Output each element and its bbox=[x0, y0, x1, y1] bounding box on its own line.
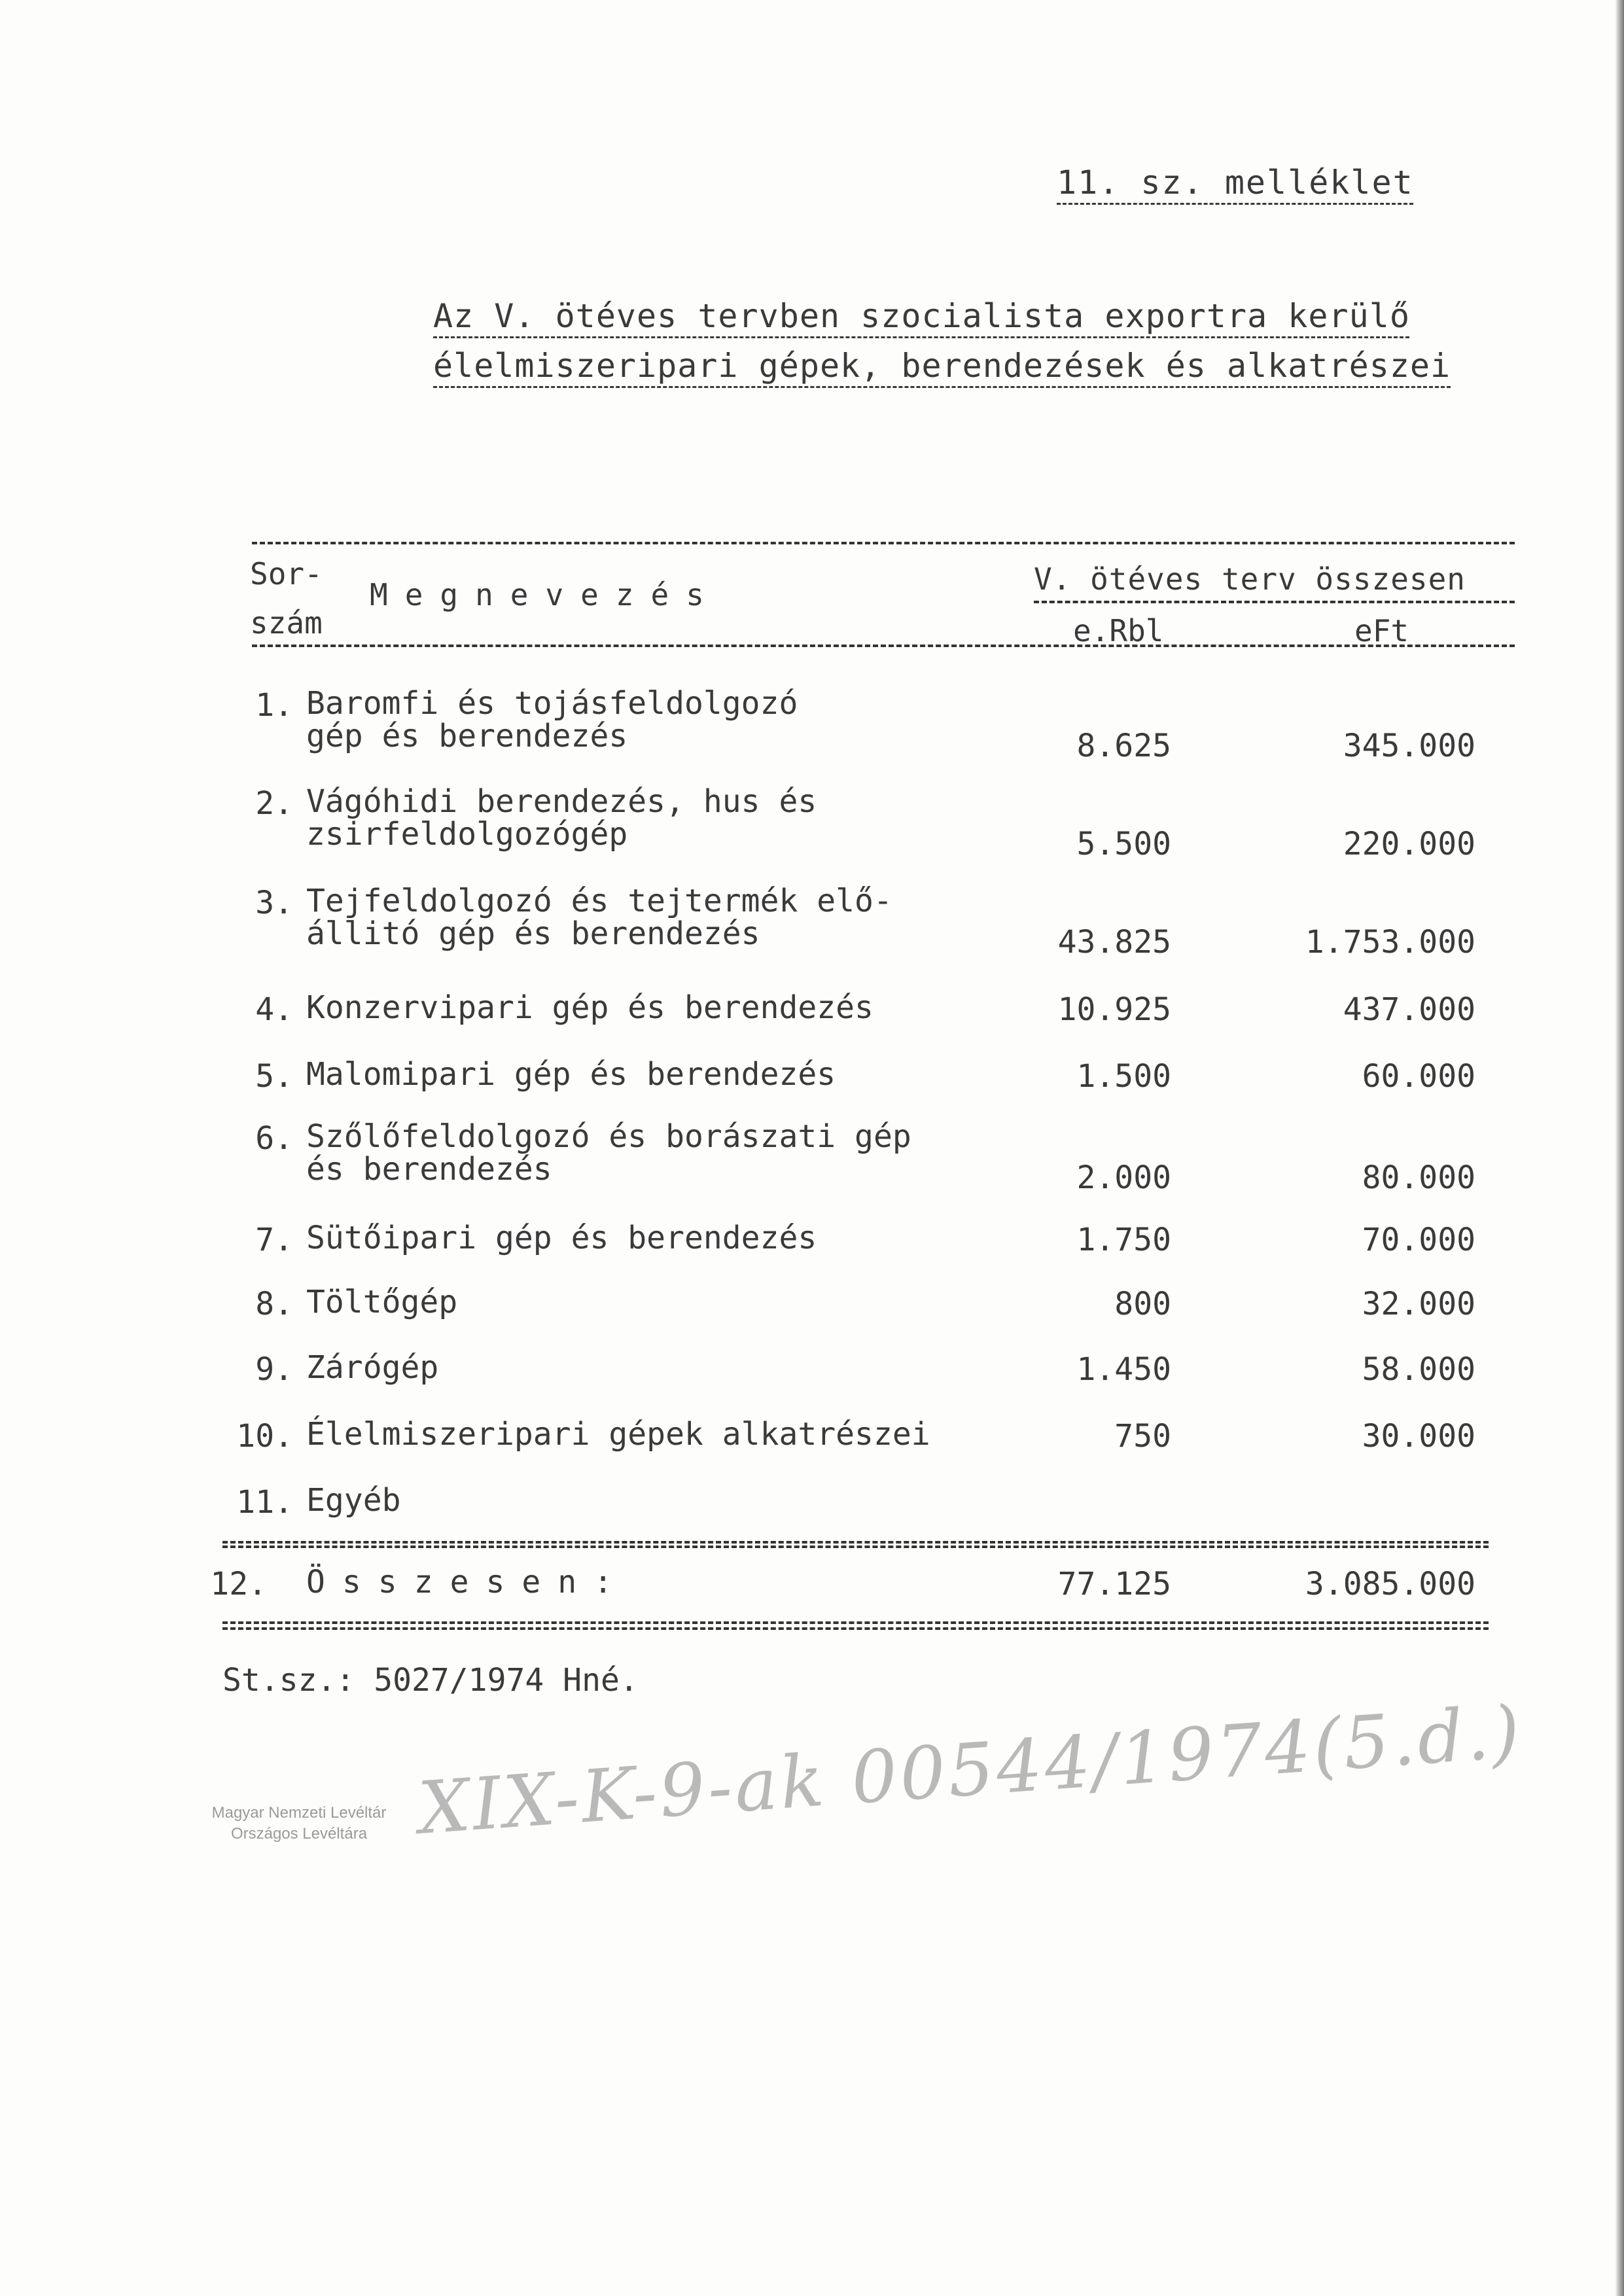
scan-edge bbox=[1615, 0, 1624, 2296]
plan-header-rule bbox=[1034, 601, 1515, 603]
row-rbl: 1.450 bbox=[1076, 1351, 1171, 1388]
row-rbl: 750 bbox=[1114, 1418, 1171, 1455]
row-rbl: 5.500 bbox=[1076, 826, 1171, 862]
row-name: Tejfeldolgozó és tejtermék elő- állitó gép és berendezés bbox=[306, 883, 892, 952]
document-title bbox=[433, 291, 1451, 391]
reference-number: St.sz.: 5027/1974 Hné. bbox=[222, 1662, 639, 1699]
title-line-1: Az V. ötéves tervben szocialista exportra kerülő bbox=[433, 297, 1410, 335]
row-name: Vágóhidi berendezés, hus és zsirfeldolgozógép bbox=[306, 783, 817, 853]
header-bottom-rule bbox=[252, 645, 1515, 647]
row-rbl: 1.750 bbox=[1076, 1222, 1171, 1258]
row-name: Egyéb bbox=[306, 1482, 401, 1519]
row-name: Töltőgép bbox=[306, 1284, 458, 1320]
row-number: 7. bbox=[255, 1222, 293, 1258]
annex-label: 11. sz. melléklet bbox=[1057, 164, 1414, 202]
row-number: 9. bbox=[255, 1351, 293, 1388]
archive-stamp bbox=[191, 1803, 407, 1845]
total-top-rule-2 bbox=[222, 1545, 1489, 1548]
row-number: 1. bbox=[255, 687, 293, 724]
row-number: 8. bbox=[255, 1286, 293, 1322]
header-eft: eFt bbox=[1354, 613, 1409, 648]
handwritten-archive-code: XIX-K-9-ak 00544/1974(5.d.) bbox=[415, 1689, 1525, 1850]
row-eft: 220.000 bbox=[1343, 826, 1475, 862]
row-name: Malomipari gép és berendezés bbox=[306, 1056, 836, 1093]
row-name: Szőlőfeldolgozó és borászati gép és berendezés bbox=[306, 1118, 911, 1188]
row-eft: 30.000 bbox=[1362, 1418, 1475, 1455]
row-eft: 70.000 bbox=[1362, 1222, 1475, 1258]
row-name: Zárógép bbox=[306, 1349, 439, 1386]
row-eft: 345.000 bbox=[1343, 728, 1475, 764]
row-number: 3. bbox=[255, 885, 293, 921]
row-number: 11. bbox=[236, 1484, 293, 1521]
stamp-line-1: Magyar Nemzeti Levéltár bbox=[211, 1804, 387, 1822]
total-eft: 3.085.000 bbox=[1305, 1566, 1475, 1602]
header-plan: V. ötéves terv összesen bbox=[1034, 561, 1466, 597]
header-rbl: e.Rbl bbox=[1073, 613, 1164, 648]
row-name: Baromfi és tojásfeldolgozó gép és berendezés bbox=[306, 685, 798, 754]
row-name: Élelmiszeripari gépek alkatrészei bbox=[306, 1416, 930, 1453]
row-number: 5. bbox=[255, 1058, 293, 1095]
row-eft: 80.000 bbox=[1362, 1159, 1475, 1196]
title-line-2: élelmiszeripari gépek, berendezések és alkatrészei bbox=[433, 347, 1451, 385]
row-name: Konzervipari gép és berendezés bbox=[306, 989, 874, 1026]
row-number: 6. bbox=[255, 1120, 293, 1157]
row-eft: 60.000 bbox=[1362, 1058, 1475, 1095]
row-number: 10. bbox=[236, 1418, 293, 1455]
header-megnevezes: Megnevezés bbox=[370, 577, 721, 612]
header-sor: Sor- bbox=[250, 556, 323, 592]
row-rbl: 1.500 bbox=[1076, 1058, 1171, 1095]
row-rbl: 10.925 bbox=[1057, 991, 1171, 1028]
row-number: 2. bbox=[255, 785, 293, 822]
row-eft: 58.000 bbox=[1362, 1351, 1475, 1388]
row-eft: 32.000 bbox=[1362, 1286, 1475, 1322]
total-bottom-rule bbox=[222, 1621, 1489, 1624]
total-rbl: 77.125 bbox=[1057, 1566, 1171, 1602]
row-rbl: 8.625 bbox=[1076, 728, 1171, 764]
table-top-rule bbox=[252, 542, 1515, 544]
total-bottom-rule-2 bbox=[222, 1627, 1489, 1630]
row-rbl: 2.000 bbox=[1076, 1159, 1171, 1196]
row-rbl: 800 bbox=[1114, 1286, 1171, 1322]
row-eft: 1.753.000 bbox=[1305, 924, 1475, 961]
total-number: 12. bbox=[210, 1566, 267, 1602]
row-name: Sütőipari gép és berendezés bbox=[306, 1220, 817, 1256]
total-top-rule bbox=[222, 1541, 1489, 1544]
row-rbl: 43.825 bbox=[1057, 924, 1171, 961]
total-label: Összesen: bbox=[306, 1564, 630, 1600]
stamp-line-2: Országos Levéltára bbox=[230, 1825, 368, 1843]
row-eft: 437.000 bbox=[1343, 991, 1475, 1028]
header-szam: szám bbox=[250, 605, 323, 641]
row-number: 4. bbox=[255, 991, 293, 1028]
